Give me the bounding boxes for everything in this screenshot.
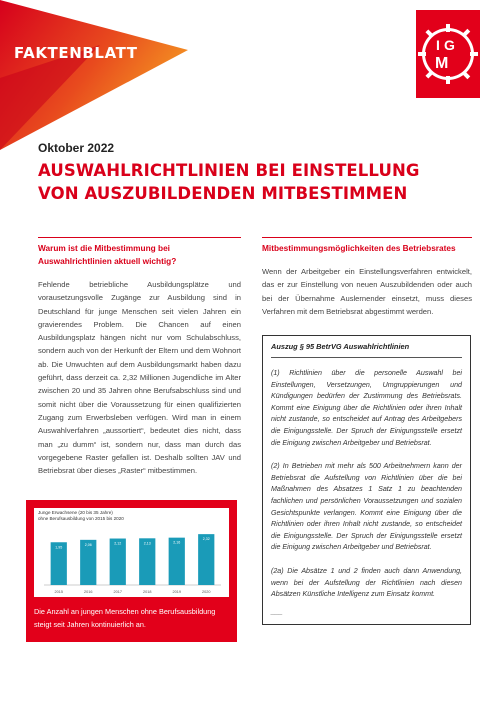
- law-paragraph-2: (2) In Betrieben mit mehr als 500 Arbeitnehmern kann der Betriebsrat die Aufstellung von Richtlinien über die bei Maßnahmen des Absatzes 1 Satz 1 zu beachtenden fachlichen und persönlichen Voraussetzungen und sozialen Gesichtspunkte verlangen. Kommt eine Einigung über die Richtlinien oder ihren Inhalt nicht zustande, so entscheidet die Einigungsstelle. Der Spruch der Einigungsstelle ersetzt die Einigung zwischen Arbeitgeber und Betriebsrat.: [271, 462, 462, 552]
- chart-caption: Die Anzahl an jungen Menschen ohne Berufsausbildung steigt seit Jahren kontinuierlich an.: [34, 607, 216, 629]
- chart-tick-label: 2015: [54, 590, 63, 594]
- chart-data-label: 2,12: [114, 541, 122, 546]
- ig-metall-logo-icon: [416, 10, 480, 98]
- law-end-mark: ___: [271, 608, 283, 616]
- svg-text:G: G: [444, 37, 455, 53]
- law-excerpt-box: [262, 335, 471, 625]
- law-paragraph-2a: (2a) Die Absätze 1 und 2 finden auch dann Anwendung, wenn bei der Aufstellung der Richtlinien nach diesen Absätzen Künstliche Intelligenz zum Einsatz kommt.: [271, 566, 462, 599]
- banner-title: FAKTENBLATT: [14, 44, 138, 62]
- chart-tick-label: 2019: [172, 590, 181, 594]
- chart-panel: [34, 508, 229, 597]
- title-line-2: VON AUSZUBILDENDEN MITBESTIMMEN: [38, 184, 408, 203]
- chart-title: [38, 510, 124, 522]
- page-title: [38, 159, 468, 205]
- chart-title-line-1: Junge Erwachsene (20 bis 35 Jahre): [38, 510, 113, 515]
- left-section-heading: Warum ist die Mitbestimmung bei Auswahlrichtlinien aktuell wichtig?: [38, 237, 241, 268]
- svg-text:M: M: [435, 55, 449, 72]
- chart-tick-label: 2016: [84, 590, 93, 594]
- header-banner: [0, 0, 200, 150]
- publication-date: Oktober 2022: [38, 141, 115, 155]
- right-section-heading: Mitbestimmungsmöglichkeiten des Betriebsrates: [262, 237, 472, 255]
- chart-data-label: 2,06: [84, 542, 92, 547]
- right-paragraph: Wenn der Arbeitgeber ein Einstellungsverfahren entwickelt, das er zur Einstellung von neuen Auszubildenden oder auch bei der Übernahme Auslernender einsetzt, muss dieses Verfahren mit dem Betriebsrat abgestimmt werden.: [262, 267, 472, 316]
- chart-data-label: 2,32: [202, 537, 210, 542]
- left-paragraph: Fehlende betriebliche Ausbildungsplätze und vorausetzungsvolle Zugänge zur Ausbildung sind in Deutschland für junge Menschen seit vielen Jahren ein gravierendes Problem. Die Chancen auf einen Ausbildungsplatz hängen nicht nur vom Schulabschluss, sondern auch von der Herkunft der Eltern und dem Wohnort ab. Die Unwuchten auf dem Ausbildungsmarkt haben dazu geführt, dass derzeit ca. 2,32 Millionen Jugendliche im Alter zwischen 20 und 35 Jahren ohne Berufsabschluss sind und somit nicht über die Voraussetzung für einen qualifizierten Zugang zum Erwerbsleben verfügen. Wird man in einem Auswahlverfahren „aussortiert“, bedeutet dies nicht, dass man „zu dumm“ ist, sondern nur, dass man durch das vorgegebene Raster gefallen ist. Deshalb sollten JAV und Betriebsrat über dieses „Raster“ mitbestimmen.: [38, 280, 241, 476]
- bar-chart: [34, 522, 229, 597]
- chart-bar: [198, 534, 214, 585]
- chart-title-line-2: ohne Berufsausbildung von 2015 bis 2020: [38, 516, 124, 521]
- chart-tick-label: 2020: [202, 590, 211, 594]
- law-excerpt-text: [271, 368, 462, 618]
- chart-box: [26, 500, 237, 642]
- right-column: [262, 237, 472, 318]
- law-paragraph-1: (1) Richtlinien über die personelle Auswahl bei Einstellungen, Versetzungen, Umgruppierungen und Kündigungen bedürfen der Zustimmung des Betriebsrats. Kommt eine Einigung über die Richtlinien oder ihren Inhalt nicht zustande, so entscheidet auf Antrag des Arbeitgebers die Einigungsstelle. Der Spruch der Einigungsstelle ersetzt die Einigung zwischen Arbeitgeber und Betriebsrat.: [271, 369, 462, 447]
- chart-tick-label: 2017: [113, 590, 122, 594]
- chart-bar: [169, 538, 185, 585]
- left-column: [38, 237, 241, 477]
- chart-data-label: 2,16: [173, 540, 181, 545]
- law-excerpt-title: Auszug § 95 BetrVG Auswahlrichtlinien: [271, 342, 462, 358]
- chart-tick-label: 2018: [143, 590, 152, 594]
- chart-data-label: 2,13: [143, 541, 151, 546]
- chart-data-label: 1,95: [55, 545, 63, 550]
- svg-text:I: I: [436, 37, 440, 53]
- title-line-1: AUSWAHLRICHTLINIEN BEI EINSTELLUNG: [38, 161, 420, 180]
